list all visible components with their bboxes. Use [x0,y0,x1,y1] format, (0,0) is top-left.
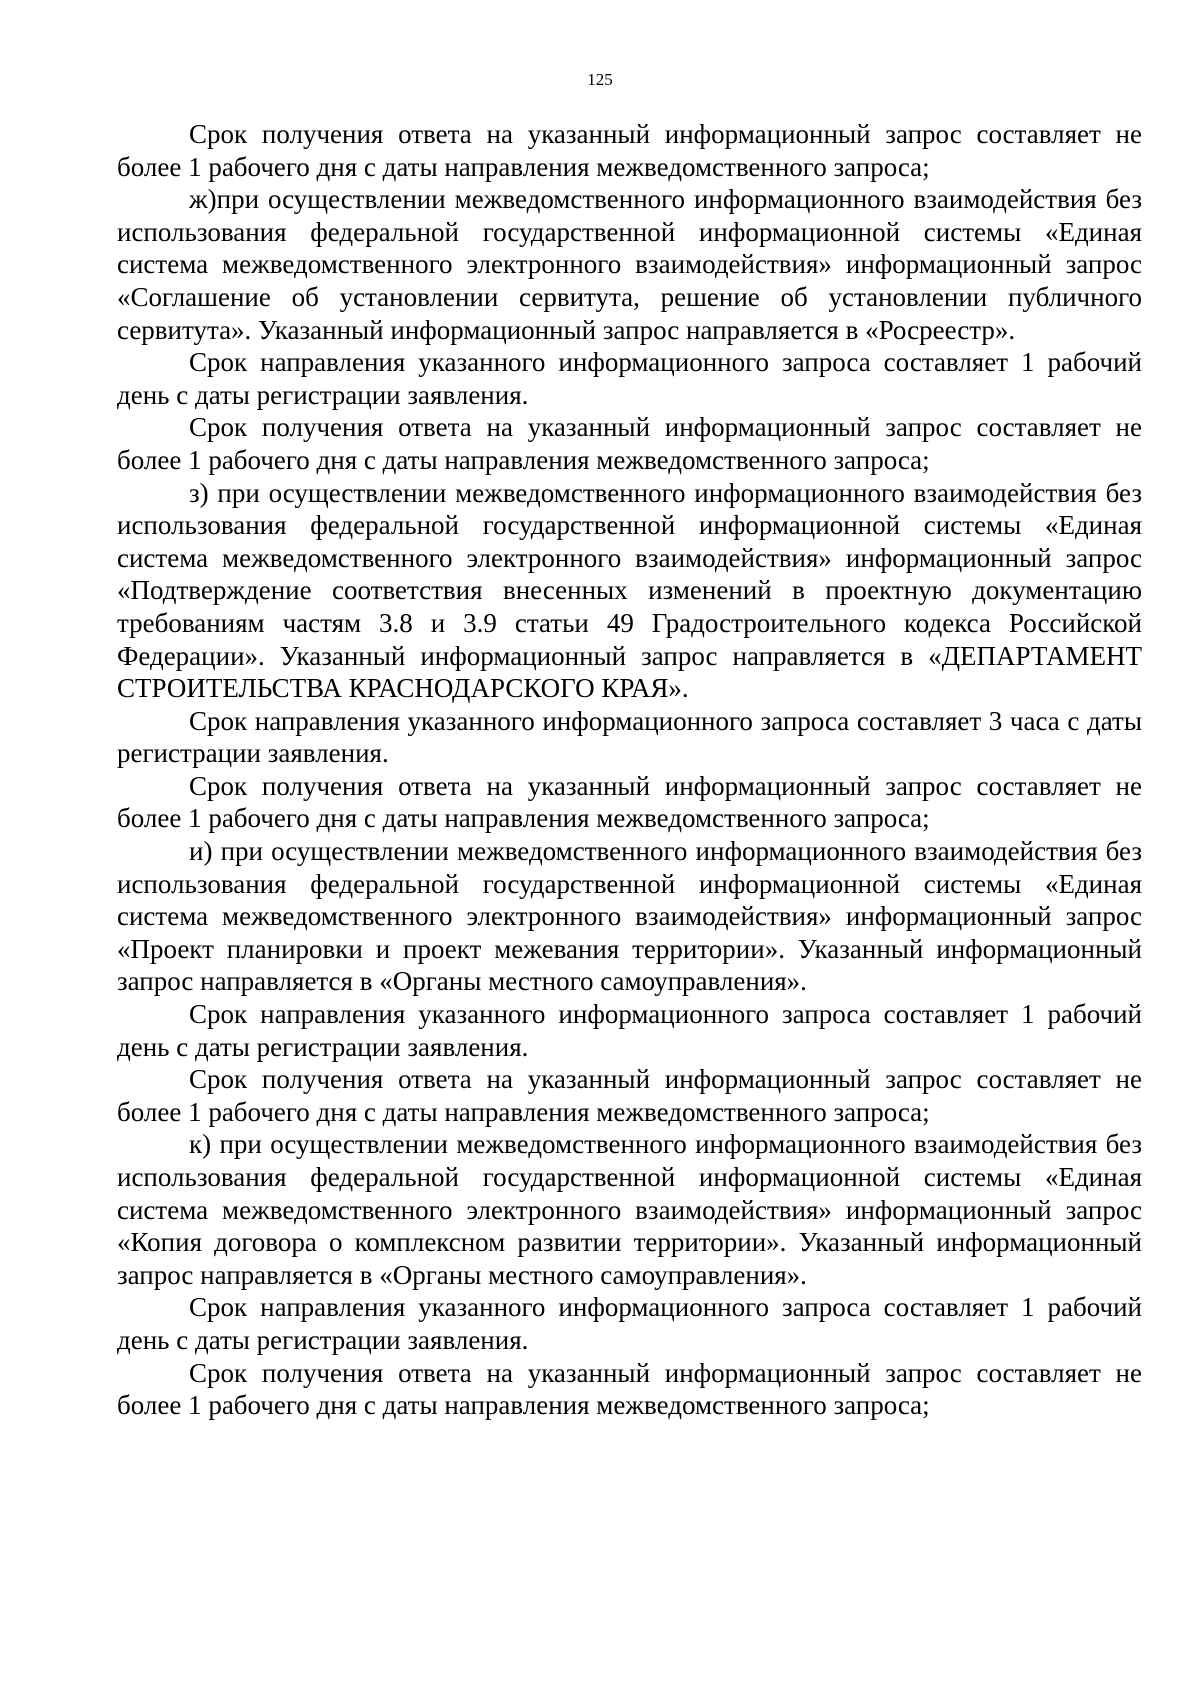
paragraph-send-deadline: Срок направления указанного информационного запроса составляет 1 рабочий день с даты регистрации заявления. [117,1292,1142,1355]
paragraph-item-i: и) при осуществлении межведомственного информационного взаимодействия без использования федеральной государственной информационной системы «Единая система межведомственного электронного взаимодействия» информационный запрос «Проект планировки и проект межевания территории». Указанный информационный запрос направляется в «Органы местного самоуправления». [117,836,1142,997]
paragraph-item-z: з) при осуществлении межведомственного информационного взаимодействия без использования федеральной государственной информационной системы «Единая система межведомственного электронного взаимодействия» информационный запрос «Подтверждение соответствия внесенных изменений в проектную документацию требованиям частям 3.8 и 3.9 статьи 49 Градостроительного кодекса Российской Федерации». Указанный информационный запрос направляется в «ДЕПАРТАМЕНТ СТРОИТЕЛЬСТВА КРАСНОДАРСКОГО КРАЯ». [117,477,1142,704]
paragraph-response-deadline: Срок получения ответа на указанный информационный запрос составляет не более 1 рабочего дня с даты направления межведомственного запроса; [117,1357,1142,1421]
paragraph-response-deadline: Срок получения ответа на указанный информационный запрос составляет не более 1 рабочего дня с даты направления межведомственного запроса; [117,119,1142,182]
paragraph-response-deadline: Срок получения ответа на указанный информационный запрос составляет не более 1 рабочего дня с даты направления межведомственного запроса; [117,1064,1142,1127]
paragraph-response-deadline: Срок получения ответа на указанный информационный запрос составляет не более 1 рабочего дня с даты направления межведомственного запроса; [117,770,1142,834]
page-number: 125 [587,70,613,89]
paragraph-send-deadline: Срок направления указанного информационного запроса составляет 1 рабочий день с даты регистрации заявления. [117,999,1142,1062]
paragraph-item-zh: ж)при осуществлении межведомственного информационного взаимодействия без использования федеральной государственной информационной системы «Единая система межведомственного электронного взаимодействия» информационный запрос «Соглашение об установлении сервитута, решение об установлении публичного сервитута». Указанный информационный запрос направляется в «Росреестр». [117,184,1142,345]
paragraph-send-deadline: Срок направления указанного информационного запроса составляет 1 рабочий день с даты регистрации заявления. [117,347,1142,410]
paragraph-send-deadline: Срок направления указанного информационного запроса составляет 3 часа с даты регистрации заявления. [117,705,1142,769]
document-body [117,118,1142,1422]
paragraph-response-deadline: Срок получения ответа на указанный информационный запрос составляет не более 1 рабочего дня с даты направления межведомственного запроса; [117,412,1142,475]
paragraph-item-k: к) при осуществлении межведомственного информационного взаимодействия без использования федеральной государственной информационной системы «Единая система межведомственного электронного взаимодействия» информационный запрос «Копия договора о комплексном развитии территории». Указанный информационный запрос направляется в «Органы местного самоуправления». [117,1129,1142,1290]
